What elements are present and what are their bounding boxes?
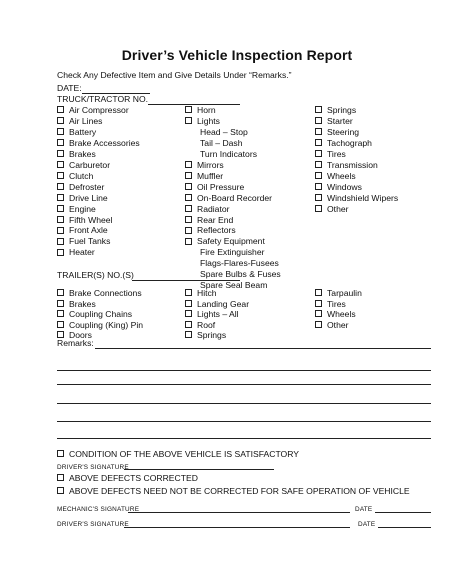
checkbox-icon (315, 183, 322, 190)
defects-not-corrected-label: ABOVE DEFECTS NEED NOT BE CORRECTED FOR SAFE OPERATION OF VEHICLE (69, 486, 410, 496)
checkbox-brakes[interactable] (57, 149, 96, 160)
item-label: Brakes (69, 298, 96, 309)
checkbox-lights[interactable] (185, 116, 220, 127)
checkbox-starter[interactable] (315, 116, 353, 127)
sub-item-head-stop (200, 127, 248, 138)
condition-satisfactory-checkbox[interactable] (57, 449, 299, 460)
checkbox-icon (57, 310, 64, 317)
checkbox-carburetor[interactable] (57, 160, 110, 171)
checkbox-icon (185, 321, 192, 328)
item-label: Starter (327, 115, 353, 126)
checkbox-mirrors[interactable] (185, 160, 224, 171)
checkbox-icon (57, 183, 64, 190)
checkbox-springs[interactable] (185, 330, 226, 341)
item-label: Lights – All (197, 309, 239, 319)
checkbox-icon (57, 300, 64, 307)
checkbox-reflectors[interactable] (185, 225, 236, 236)
item-label: Safety Equipment (197, 236, 265, 247)
checkbox-icon (315, 310, 322, 317)
checkbox-icon (315, 150, 322, 157)
checkbox-icon (57, 205, 64, 212)
checkbox-fuel-tanks[interactable] (57, 236, 110, 247)
checkbox-defroster[interactable] (57, 182, 104, 193)
remarks-line[interactable] (57, 384, 431, 385)
item-label: Tarpaulin (327, 288, 362, 298)
item-label: Horn (197, 105, 216, 115)
sub-item-turn-indicators (200, 149, 257, 160)
truck-label: TRUCK/TRACTOR NO. (57, 94, 149, 104)
checkbox-icon (57, 128, 64, 135)
checkbox-icon (57, 487, 64, 494)
item-label: Brakes (69, 148, 96, 159)
sub-item-spare-bulbs-fuses (200, 269, 281, 280)
checkbox-icon (315, 161, 322, 168)
checkbox-icon (185, 205, 192, 212)
item-label: Roof (197, 319, 216, 330)
checkbox-icon (185, 300, 192, 307)
checkbox-icon (57, 289, 64, 296)
checkbox-icon (185, 161, 192, 168)
item-label: Tires (327, 298, 346, 309)
defects-not-corrected-checkbox[interactable] (57, 486, 410, 497)
checkbox-icon (185, 117, 192, 124)
checkbox-tires[interactable] (315, 149, 346, 160)
item-label: Front Axle (69, 225, 108, 236)
item-label: Coupling (King) Pin (69, 319, 144, 330)
checkbox-hitch[interactable] (185, 288, 217, 299)
instructions-text: Check Any Defective Item and Give Details Under “Remarks.” (57, 70, 292, 80)
checkbox-icon (57, 321, 64, 328)
trailer-label: TRAILER(S) NO.(S) (57, 270, 134, 280)
checkbox-icon (185, 310, 192, 317)
item-label: Clutch (69, 170, 94, 181)
checkbox-icon (315, 139, 322, 146)
checkbox-icon (185, 172, 192, 179)
checkbox-battery[interactable] (57, 127, 96, 138)
checkbox-safety-equipment[interactable] (185, 236, 265, 247)
checkbox-icon (185, 106, 192, 113)
driver-signature-label-2: DRIVER'S SIGNATURE (57, 521, 129, 528)
driver-signature-field-2[interactable] (124, 527, 350, 528)
sub-item-flags-flares-fusees (200, 258, 279, 269)
driver-signature-label: DRIVER'S SIGNATURE (57, 464, 129, 471)
item-label: Transmission (327, 159, 378, 170)
item-label: Brake Accessories (69, 137, 140, 148)
checkbox-brake-accessories[interactable] (57, 138, 140, 149)
checkbox-icon (315, 289, 322, 296)
item-label: Mirrors (197, 159, 224, 170)
checkbox-air-lines[interactable] (57, 116, 102, 127)
remarks-line[interactable] (57, 403, 431, 404)
mechanic-date-field[interactable] (375, 512, 431, 513)
checkbox-landing-gear[interactable] (185, 299, 249, 310)
item-label: Springs (197, 330, 227, 340)
report-title: Driver’s Vehicle Inspection Report (121, 47, 353, 63)
sub-item-tail-dash (200, 138, 243, 149)
checkbox-roof[interactable] (185, 320, 215, 331)
item-label: Muffler (197, 170, 224, 181)
mechanic-signature-label: MECHANIC'S SIGNATURE (57, 506, 140, 513)
item-label: Tires (327, 148, 346, 159)
item-label: Hitch (197, 288, 217, 298)
item-label: Fuel Tanks (69, 236, 111, 247)
checkbox-icon (185, 331, 192, 338)
item-label: Oil Pressure (197, 181, 245, 192)
checkbox-icon (315, 106, 322, 113)
remarks-line[interactable] (57, 438, 431, 439)
checkbox-icon (57, 216, 64, 223)
checkbox-icon (185, 289, 192, 296)
item-label: Tachograph (327, 137, 372, 148)
item-label: Engine (69, 203, 96, 214)
checkbox-windshield-wipers[interactable] (315, 193, 398, 204)
item-label: Windows (327, 181, 362, 192)
item-label: Heater (69, 247, 95, 258)
item-label: Fifth Wheel (69, 214, 113, 225)
checkbox-steering[interactable] (315, 127, 359, 138)
checkbox-icon (185, 238, 192, 245)
checkbox-icon (185, 194, 192, 201)
checkbox-other[interactable] (315, 320, 349, 331)
mechanic-signature-field[interactable] (128, 512, 350, 513)
checkbox-horn[interactable] (185, 105, 216, 116)
item-label: Other (327, 203, 349, 214)
checkbox-icon (315, 300, 322, 307)
checkbox-wheels[interactable] (315, 171, 356, 182)
checkbox-lights-all[interactable] (185, 309, 239, 320)
item-label: Springs (327, 105, 357, 115)
item-label: Battery (69, 126, 97, 137)
checkbox-icon (57, 106, 64, 113)
checkbox-icon (57, 249, 64, 256)
checkbox-icon (185, 183, 192, 190)
item-label: Coupling Chains (69, 309, 133, 319)
item-label: Steering (327, 126, 360, 137)
sub-item-fire-extinguisher (200, 247, 264, 258)
checkbox-tires[interactable] (315, 299, 346, 310)
checkbox-rear-end[interactable] (185, 215, 233, 226)
checkbox-air-compressor[interactable] (57, 105, 129, 116)
checkbox-icon (57, 194, 64, 201)
item-label: Spare Seal Beam (200, 280, 268, 291)
checkbox-icon (57, 474, 64, 481)
item-label: Brake Connections (69, 288, 142, 298)
checkbox-icon (57, 117, 64, 124)
item-label: On-Board Recorder (197, 192, 272, 203)
item-label: Wheels (327, 309, 356, 319)
item-label: Rear End (197, 214, 234, 225)
remarks-line[interactable] (57, 421, 431, 422)
item-label: Radiator (197, 203, 230, 214)
item-label: Doors (69, 330, 92, 340)
remarks-line[interactable] (95, 348, 431, 349)
checkbox-icon (57, 139, 64, 146)
checkbox-icon (57, 172, 64, 179)
checkbox-icon (315, 321, 322, 328)
item-label: Turn Indicators (200, 148, 257, 159)
remarks-line[interactable] (57, 370, 431, 371)
checkbox-on-board-recorder[interactable] (185, 193, 272, 204)
remarks-label: Remarks: (57, 338, 94, 348)
checkbox-windows[interactable] (315, 182, 362, 193)
checkbox-front-axle[interactable] (57, 225, 108, 236)
checkbox-radiator[interactable] (185, 204, 229, 215)
checkbox-fifth-wheel[interactable] (57, 215, 112, 226)
driver-date-label: DATE (358, 521, 376, 528)
trailer-number-field[interactable] (132, 280, 240, 281)
item-label: Reflectors (197, 225, 236, 236)
item-label: Air Compressor (69, 105, 129, 115)
checkbox-icon (57, 161, 64, 168)
checkbox-icon (185, 227, 192, 234)
checkbox-icon (57, 227, 64, 234)
checkbox-coupling-chains[interactable] (57, 309, 132, 320)
checkbox-transmission[interactable] (315, 160, 378, 171)
item-label: Windshield Wipers (327, 192, 399, 203)
driver-signature-field[interactable] (124, 469, 274, 470)
mechanic-date-label: DATE (355, 506, 373, 513)
checkbox-brakes[interactable] (57, 299, 96, 310)
item-label: Carburetor (69, 159, 111, 170)
checkbox-icon (57, 450, 64, 457)
item-label: Wheels (327, 170, 356, 181)
checkbox-heater[interactable] (57, 247, 95, 258)
checkbox-icon (315, 194, 322, 201)
checkbox-coupling-king-pin[interactable] (57, 320, 143, 331)
checkbox-tachograph[interactable] (315, 138, 372, 149)
checkbox-engine[interactable] (57, 204, 96, 215)
condition-satisfactory-label: CONDITION OF THE ABOVE VEHICLE IS SATISFACTORY (69, 449, 300, 459)
item-label: Head – Stop (200, 126, 248, 137)
item-label: Flags-Flares-Fusees (200, 258, 279, 269)
checkbox-clutch[interactable] (57, 171, 93, 182)
checkbox-oil-pressure[interactable] (185, 182, 244, 193)
item-label: Landing Gear (197, 298, 250, 309)
item-label: Drive Line (69, 192, 108, 203)
checkbox-icon (315, 205, 322, 212)
checkbox-drive-line[interactable] (57, 193, 108, 204)
date-label: DATE: (57, 83, 82, 93)
item-label: Air Lines (69, 115, 103, 126)
defects-corrected-checkbox[interactable] (57, 473, 198, 484)
item-label: Lights (197, 115, 220, 126)
item-label: Defroster (69, 181, 105, 192)
defects-corrected-label: ABOVE DEFECTS CORRECTED (69, 473, 198, 483)
checkbox-wheels[interactable] (315, 309, 356, 320)
checkbox-springs[interactable] (315, 105, 356, 116)
checkbox-icon (315, 172, 322, 179)
item-label: Fire Extinguisher (200, 247, 265, 258)
item-label: Other (327, 319, 349, 330)
checkbox-brake-connections[interactable] (57, 288, 142, 299)
item-label: Tail – Dash (200, 137, 243, 148)
checkbox-icon (185, 216, 192, 223)
checkbox-other[interactable] (315, 204, 349, 215)
checkbox-icon (57, 238, 64, 245)
item-label: Spare Bulbs & Fuses (200, 269, 281, 280)
checkbox-icon (57, 150, 64, 157)
checkbox-tarpaulin[interactable] (315, 288, 362, 299)
driver-date-field[interactable] (378, 527, 431, 528)
checkbox-icon (315, 128, 322, 135)
checkbox-muffler[interactable] (185, 171, 223, 182)
checkbox-icon (315, 117, 322, 124)
